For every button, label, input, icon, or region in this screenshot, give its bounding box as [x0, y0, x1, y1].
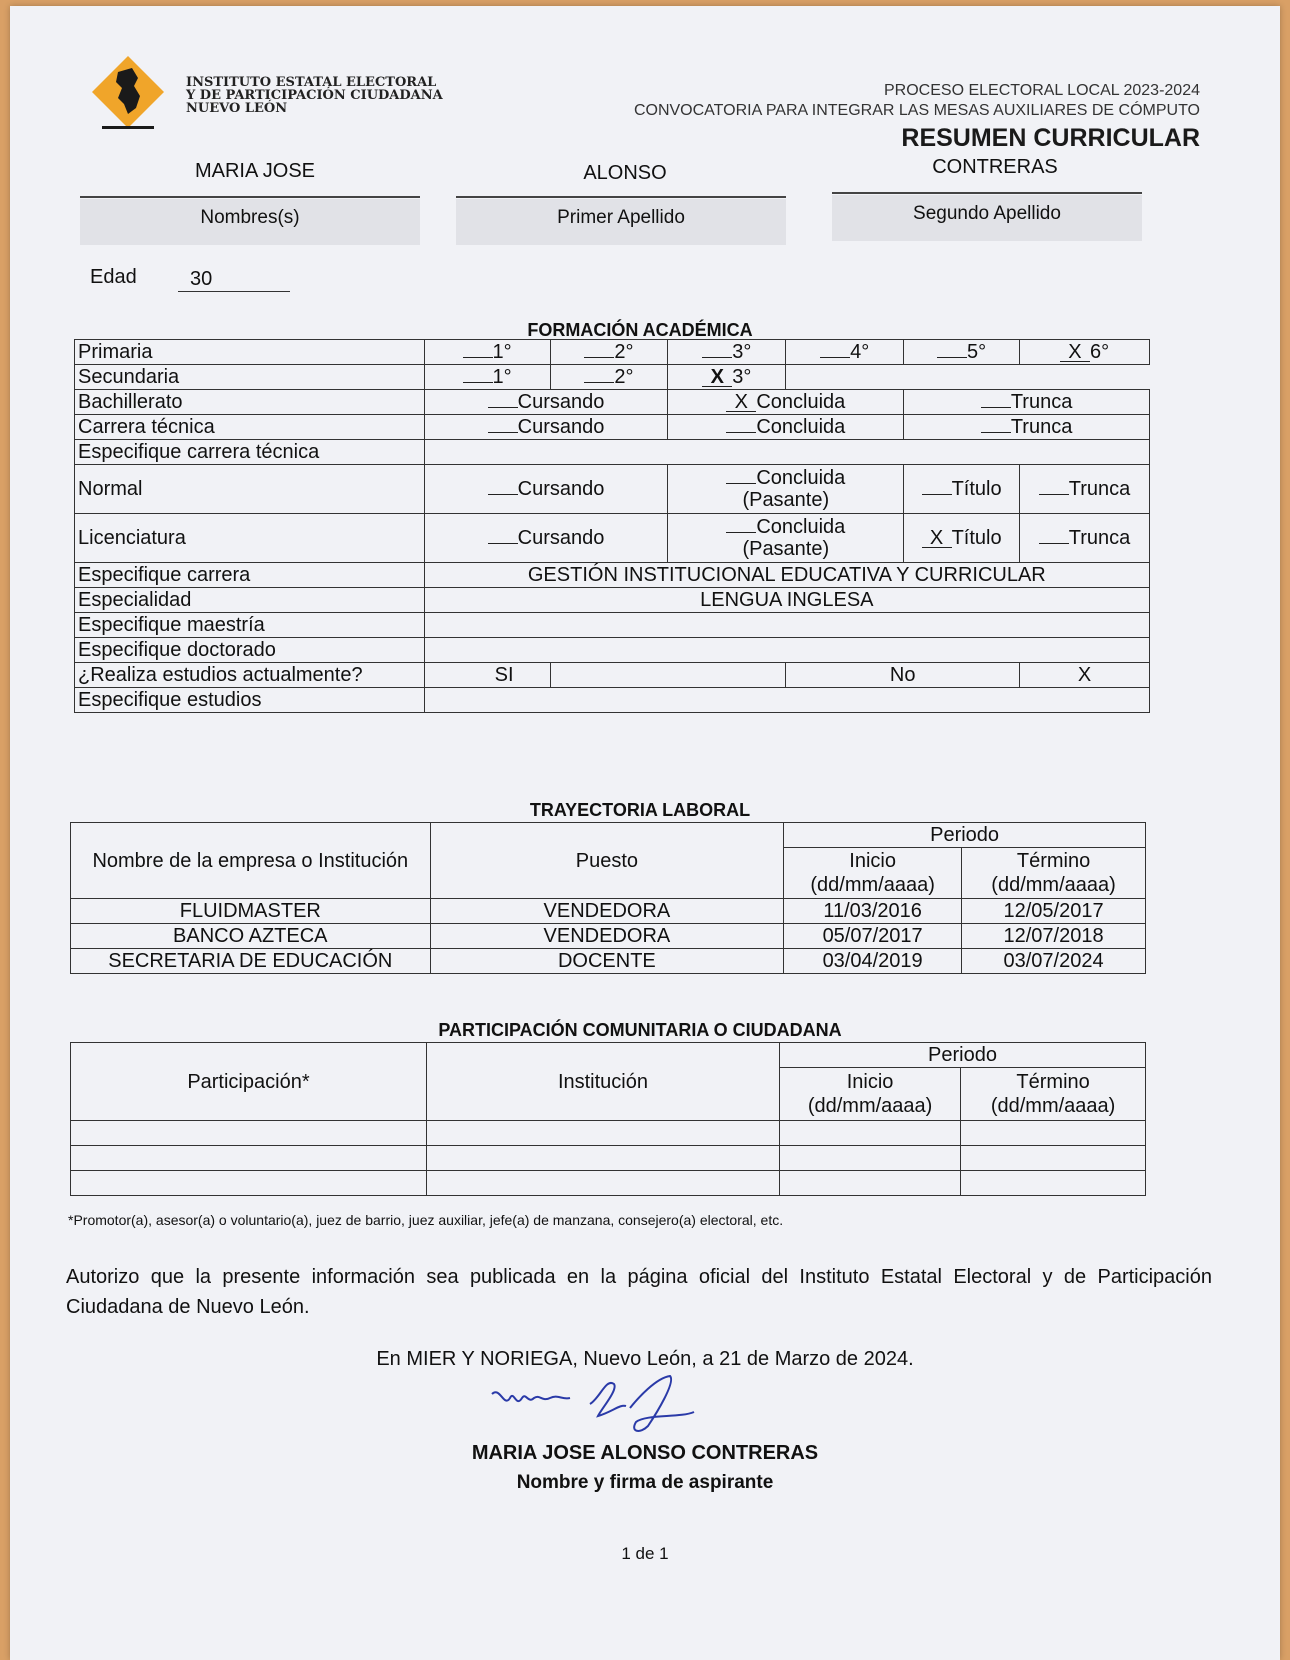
- col-company-header: Nombre de la empresa o Institución: [71, 823, 431, 899]
- academic-section-title: FORMACIÓN ACADÉMICA: [527, 320, 753, 340]
- name-underline: [80, 196, 420, 198]
- row-secundaria: Secundaria 1° 2° X 3°: [75, 365, 1150, 390]
- name-underline: [832, 192, 1142, 194]
- iee-logo-icon: [88, 52, 168, 136]
- table-row: BANCO AZTECA VENDEDORA 05/07/2017 12/07/2018: [71, 924, 1146, 949]
- table-row: SECRETARIA DE EDUCACIÓN DOCENTE 03/04/2019 03/07/2024: [71, 949, 1146, 974]
- row-normal: Normal Cursando Concluida (Pasante) Título Trunca: [75, 465, 1150, 514]
- last-name1-label: Primer Apellido: [456, 199, 786, 245]
- last-name2-value: CONTRERAS: [932, 156, 1058, 178]
- row-especifique-carrera: Especifique carrera GESTIÓN INSTITUCIONAL EDUCATIVA Y CURRICULAR: [75, 563, 1150, 588]
- row-doctorado: Especifique doctorado: [75, 638, 1150, 663]
- work-section-title: TRAYECTORIA LABORAL: [529, 800, 751, 820]
- carrera-value: GESTIÓN INSTITUCIONAL EDUCATIVA Y CURRICULAR: [424, 563, 1149, 588]
- row-carrera-tecnica: Carrera técnica Cursando Concluida Trunca: [75, 415, 1150, 440]
- work-table: Nombre de la empresa o Institución Puesto Periodo Inicio (dd/mm/aaaa) Término (dd/mm/aaaa) FLUIDMASTER VENDEDORA 11/03/2016 12/05/2017 BANCO AZTECA VENDEDORA 05/07/2017 12/07/2018 SECRETARIA DE EDUCACIÓN DOCENTE 03/04/2019 03/07/2024: [70, 822, 1146, 974]
- institute-name: INSTITUTO ESTATAL ELECTORAL Y DE PARTICIPACIÓN CIUDADANA NUEVO LEÓN: [186, 75, 443, 116]
- footnote: *Promotor(a), asesor(a) o voluntario(a), juez de barrio, juez auxiliar, jefe(a) de manzana, consejero(a) electoral, etc.: [68, 1212, 784, 1228]
- age-label: Edad: [90, 266, 137, 288]
- row-estudios-actuales: ¿Realiza estudios actualmente? SI No X: [75, 663, 1150, 688]
- last-name2-label: Segundo Apellido: [832, 195, 1142, 241]
- age-value: 30: [178, 268, 290, 292]
- convocatoria-title: CONVOCATORIA PARA INTEGRAR LAS MESAS AUXILIARES DE CÓMPUTO: [633, 102, 1200, 119]
- last-name1-value: ALONSO: [583, 162, 667, 184]
- row-label: Secundaria: [75, 365, 425, 390]
- first-name-label: Nombres(s): [80, 199, 420, 245]
- row-label: Primaria: [75, 340, 425, 365]
- table-row: [71, 1121, 1146, 1146]
- name-underline: [456, 196, 786, 198]
- page-number: 1 de 1: [621, 1544, 669, 1563]
- table-row: [71, 1171, 1146, 1196]
- community-table: Participación* Institución Periodo Inicio (dd/mm/aaaa) Término (dd/mm/aaaa): [70, 1042, 1146, 1196]
- signer-name: MARIA JOSE ALONSO CONTRERAS: [471, 1442, 819, 1464]
- row-licenciatura: Licenciatura Cursando Concluida (Pasante) X Título Trunca: [75, 514, 1150, 563]
- signature-image: [480, 1368, 720, 1438]
- row-primaria: Primaria 1° 2° 3° 4° 5° X 6°: [75, 340, 1150, 365]
- place-date: En MIER Y NORIEGA, Nuevo León, a 21 de Marzo de 2024.: [376, 1348, 914, 1370]
- col-period-header: Periodo: [784, 823, 1146, 848]
- table-row: FLUIDMASTER VENDEDORA 11/03/2016 12/05/2017: [71, 899, 1146, 924]
- document-page: [10, 6, 1280, 1660]
- col-position-header: Puesto: [430, 823, 784, 899]
- row-especifique-estudios: Especifique estudios: [75, 688, 1150, 713]
- academic-table: [74, 339, 1150, 713]
- row-bachillerato: Bachillerato Cursando X Concluida Trunca: [75, 390, 1150, 415]
- process-title: PROCESO ELECTORAL LOCAL 2023-2024: [884, 82, 1200, 99]
- authorization-text: Autorizo que la presente información sea publicada en la página oficial del Instituto Estatal Electoral y de Participación Ciudadana de Nuevo León.: [66, 1266, 1212, 1318]
- row-especifique-tecnica: Especifique carrera técnica: [75, 440, 1150, 465]
- especialidad-value: LENGUA INGLESA: [424, 588, 1149, 613]
- first-name-value: MARIA JOSE: [194, 160, 316, 182]
- row-maestria: Especifique maestría: [75, 613, 1150, 638]
- document-title: RESUMEN CURRICULAR: [901, 124, 1200, 152]
- signer-caption: Nombre y firma de aspirante: [516, 1472, 774, 1493]
- community-section-title: PARTICIPACIÓN COMUNITARIA O CIUDADANA: [438, 1020, 842, 1040]
- table-row: [71, 1146, 1146, 1171]
- row-especialidad: Especialidad LENGUA INGLESA: [75, 588, 1150, 613]
